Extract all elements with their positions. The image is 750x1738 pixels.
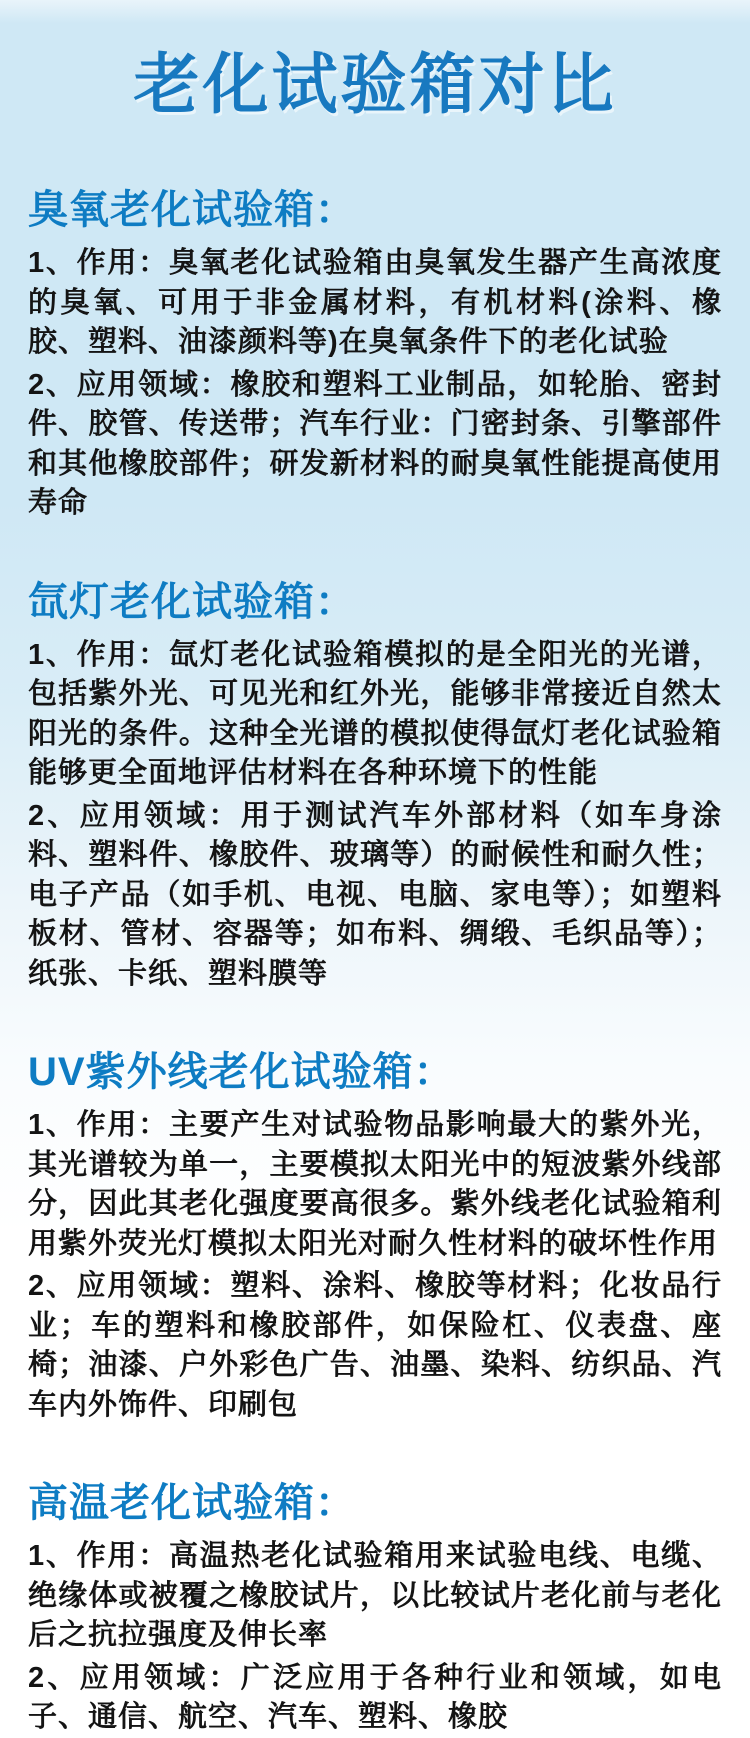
section-uv-applications-paragraph: 2、应用领域：塑料、涂料、橡胶等材料；化妆品行业；车的塑料和橡胶部件，如保险杠、仪表盘、座椅；油漆、户外彩色广告、油墨、染料、纺织品、汽车内外饰件、印刷包 <box>28 1270 722 1421</box>
section-ozone-applications-paragraph: 2、应用领域：橡胶和塑料工业制品，如轮胎、密封件、胶管、传送带；汽车行业：门密封条、引擎部件和其他橡胶部件；研发新材料的耐臭氧性能提高使用寿命 <box>28 368 722 519</box>
section-ozone <box>28 186 722 524</box>
section-high-temp <box>28 1479 722 1738</box>
section-high-temp-applications-paragraph: 2、应用领域：广泛应用于各种行业和领域，如电子、通信、航空、汽车、塑料、橡胶 <box>28 1661 722 1733</box>
section-high-temp-function-paragraph: 1、作用：高温热老化试验箱用来试验电线、电缆、绝缘体或被覆之橡胶试片，以比较试片老化前与老化后之抗拉强度及伸长率 <box>28 1540 722 1651</box>
section-xenon-applications-paragraph: 2、应用领域：用于测试汽车外部材料（如车身涂料、塑料件、橡胶件、玻璃等）的耐候性和耐久性；电子产品（如手机、电视、电脑、家电等）；如塑料板材、管材、容器等；如布料、绸缎、毛织品等）；纸张、卡纸、塑料膜等 <box>28 799 722 990</box>
section-xenon-heading: 氙灯老化试验箱： <box>28 579 356 624</box>
page-title: 老化试验箱对比 <box>133 47 617 121</box>
section-ozone-heading: 臭氧老化试验箱： <box>28 188 356 232</box>
section-high-temp-heading: 高温老化试验箱： <box>28 1481 356 1525</box>
section-uv-function-paragraph: 1、作用：主要产生对试验物品影响最大的紫外光，其光谱较为单一，主要模拟太阳光中的短波紫外线部分，因此其老化强度要高很多。紫外线老化试验箱利用紫外荧光灯模拟太阳光对耐久性材料的破坏性作用 <box>28 1109 722 1260</box>
section-uv-heading: UV紫外线老化试验箱： <box>28 1050 455 1094</box>
section-xenon-function-paragraph: 1、作用：氙灯老化试验箱模拟的是全阳光的光谱，包括紫外光、可见光和红外光，能够非常接近自然太阳光的条件。这种全光谱的模拟使得氙灯老化试验箱能够更全面地评估材料在各种环境下的性能 <box>28 638 722 789</box>
section-ozone-function-paragraph: 1、作用：臭氧老化试验箱由臭氧发生器产生高浓度的臭氧、可用于非金属材料，有机材料(涂料、橡胶、塑料、油漆颜料等)在臭氧条件下的老化试验 <box>28 247 722 358</box>
section-xenon <box>28 578 722 995</box>
section-uv <box>28 1048 722 1425</box>
